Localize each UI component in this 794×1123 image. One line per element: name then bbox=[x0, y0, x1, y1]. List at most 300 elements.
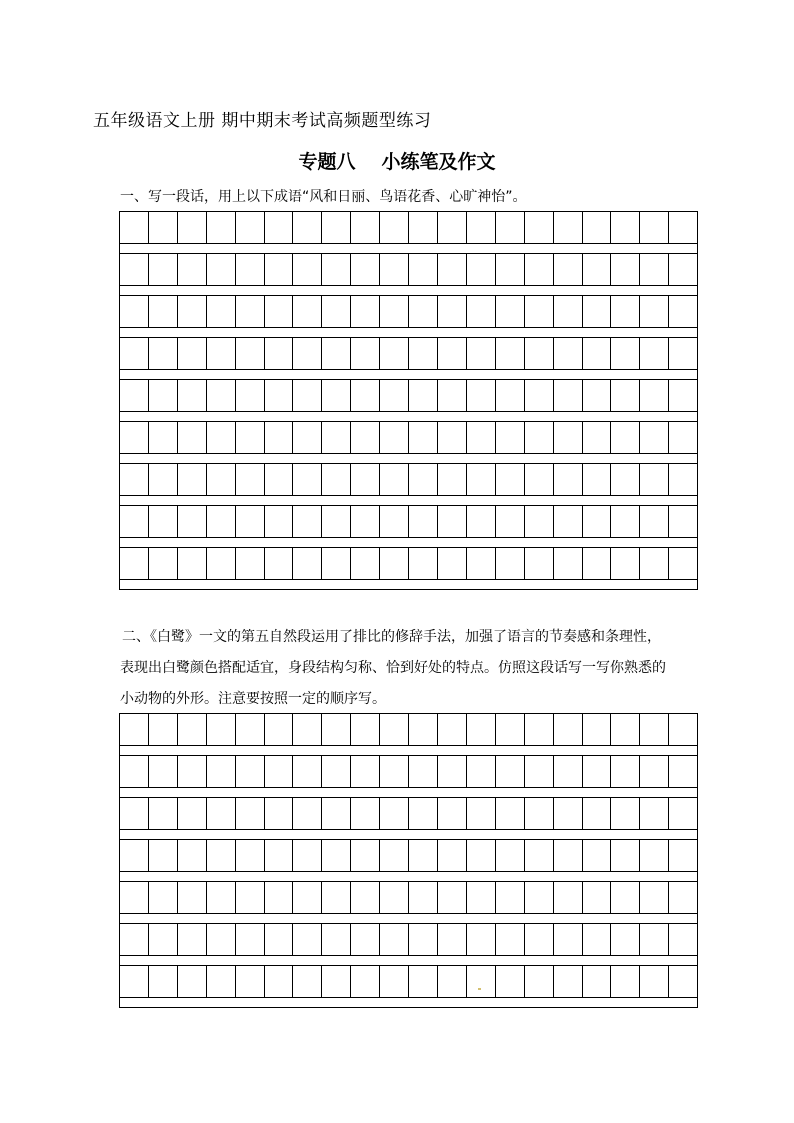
grid-cell[interactable] bbox=[322, 548, 351, 579]
grid-cell[interactable] bbox=[583, 966, 612, 997]
grid-cell[interactable] bbox=[467, 798, 496, 829]
grid-cell[interactable] bbox=[611, 756, 640, 787]
grid-cell[interactable] bbox=[351, 882, 380, 913]
grid-cell[interactable] bbox=[583, 840, 612, 871]
grid-cell[interactable] bbox=[496, 924, 525, 955]
grid-cell[interactable] bbox=[236, 756, 265, 787]
grid-cell[interactable] bbox=[409, 212, 438, 243]
grid-cell[interactable] bbox=[525, 924, 554, 955]
grid-cell[interactable] bbox=[380, 380, 409, 411]
grid-cell[interactable] bbox=[669, 506, 697, 537]
grid-cell[interactable] bbox=[207, 254, 236, 285]
grid-cell[interactable] bbox=[611, 464, 640, 495]
grid-cell[interactable] bbox=[669, 380, 697, 411]
grid-cell[interactable] bbox=[467, 380, 496, 411]
grid-cell[interactable] bbox=[380, 882, 409, 913]
grid-cell[interactable] bbox=[265, 798, 294, 829]
grid-cell[interactable] bbox=[236, 506, 265, 537]
grid-cell[interactable] bbox=[525, 296, 554, 327]
grid-cell[interactable] bbox=[611, 422, 640, 453]
grid-cell[interactable] bbox=[409, 506, 438, 537]
grid-cell[interactable] bbox=[120, 548, 149, 579]
grid-cell[interactable] bbox=[554, 422, 583, 453]
grid-cell[interactable] bbox=[409, 966, 438, 997]
grid-cell[interactable] bbox=[438, 296, 467, 327]
grid-cell[interactable] bbox=[554, 966, 583, 997]
grid-cell[interactable] bbox=[265, 882, 294, 913]
grid-cell[interactable] bbox=[583, 254, 612, 285]
grid-cell[interactable] bbox=[525, 714, 554, 745]
grid-cell[interactable] bbox=[583, 380, 612, 411]
grid-cell[interactable] bbox=[207, 422, 236, 453]
grid-cell[interactable] bbox=[178, 212, 207, 243]
grid-cell[interactable] bbox=[554, 798, 583, 829]
grid-cell[interactable] bbox=[611, 380, 640, 411]
writing-grid-1[interactable] bbox=[119, 211, 698, 590]
grid-cell[interactable] bbox=[669, 212, 697, 243]
grid-cell[interactable] bbox=[207, 506, 236, 537]
grid-cell[interactable] bbox=[409, 714, 438, 745]
grid-cell[interactable] bbox=[611, 882, 640, 913]
grid-cell[interactable] bbox=[120, 338, 149, 369]
grid-cell[interactable] bbox=[409, 422, 438, 453]
grid-cell[interactable] bbox=[438, 254, 467, 285]
grid-cell[interactable] bbox=[236, 212, 265, 243]
grid-cell[interactable] bbox=[178, 548, 207, 579]
grid-cell[interactable] bbox=[496, 254, 525, 285]
grid-cell[interactable] bbox=[149, 254, 178, 285]
grid-cell[interactable] bbox=[669, 798, 697, 829]
grid-cell[interactable] bbox=[380, 798, 409, 829]
grid-cell[interactable] bbox=[351, 756, 380, 787]
grid-cell[interactable] bbox=[120, 506, 149, 537]
grid-cell[interactable] bbox=[438, 714, 467, 745]
grid-cell[interactable] bbox=[236, 296, 265, 327]
grid-cell[interactable] bbox=[640, 212, 669, 243]
grid-cell[interactable] bbox=[525, 380, 554, 411]
grid-cell[interactable] bbox=[640, 380, 669, 411]
grid-cell[interactable] bbox=[640, 882, 669, 913]
grid-cell[interactable] bbox=[583, 464, 612, 495]
grid-cell[interactable] bbox=[380, 212, 409, 243]
grid-cell[interactable] bbox=[409, 296, 438, 327]
grid-cell[interactable] bbox=[236, 464, 265, 495]
grid-cell[interactable] bbox=[149, 756, 178, 787]
grid-cell[interactable] bbox=[554, 506, 583, 537]
grid-cell[interactable] bbox=[293, 798, 322, 829]
grid-cell[interactable] bbox=[409, 380, 438, 411]
grid-cell[interactable] bbox=[525, 840, 554, 871]
grid-cell[interactable] bbox=[236, 254, 265, 285]
grid-cell[interactable] bbox=[351, 840, 380, 871]
grid-cell[interactable] bbox=[438, 924, 467, 955]
grid-cell[interactable] bbox=[438, 464, 467, 495]
grid-cell[interactable] bbox=[149, 338, 178, 369]
grid-cell[interactable] bbox=[640, 464, 669, 495]
grid-cell[interactable] bbox=[380, 338, 409, 369]
grid-cell[interactable] bbox=[467, 714, 496, 745]
grid-cell[interactable] bbox=[467, 756, 496, 787]
grid-cell[interactable] bbox=[409, 464, 438, 495]
grid-cell[interactable] bbox=[669, 296, 697, 327]
grid-cell[interactable] bbox=[583, 714, 612, 745]
grid-cell[interactable] bbox=[265, 966, 294, 997]
grid-cell[interactable] bbox=[467, 840, 496, 871]
grid-cell[interactable] bbox=[380, 548, 409, 579]
grid-cell[interactable] bbox=[583, 422, 612, 453]
grid-cell[interactable] bbox=[669, 840, 697, 871]
grid-cell[interactable] bbox=[669, 966, 697, 997]
grid-cell[interactable] bbox=[207, 380, 236, 411]
grid-cell[interactable] bbox=[207, 296, 236, 327]
grid-cell[interactable] bbox=[611, 212, 640, 243]
grid-cell[interactable] bbox=[583, 548, 612, 579]
grid-cell[interactable] bbox=[640, 254, 669, 285]
grid-cell[interactable] bbox=[351, 548, 380, 579]
grid-cell[interactable] bbox=[120, 296, 149, 327]
grid-cell[interactable] bbox=[640, 422, 669, 453]
grid-cell[interactable] bbox=[149, 548, 178, 579]
grid-cell[interactable] bbox=[120, 924, 149, 955]
grid-cell[interactable] bbox=[351, 924, 380, 955]
grid-cell[interactable] bbox=[351, 212, 380, 243]
grid-cell[interactable] bbox=[351, 464, 380, 495]
grid-cell[interactable] bbox=[178, 254, 207, 285]
grid-cell[interactable] bbox=[322, 380, 351, 411]
grid-cell[interactable] bbox=[236, 338, 265, 369]
grid-cell[interactable] bbox=[265, 840, 294, 871]
grid-cell[interactable] bbox=[149, 840, 178, 871]
grid-cell[interactable] bbox=[438, 966, 467, 997]
grid-cell[interactable] bbox=[380, 966, 409, 997]
grid-cell[interactable] bbox=[496, 548, 525, 579]
grid-cell[interactable] bbox=[409, 254, 438, 285]
grid-cell[interactable] bbox=[236, 966, 265, 997]
grid-cell[interactable] bbox=[438, 882, 467, 913]
grid-cell[interactable] bbox=[120, 840, 149, 871]
grid-cell[interactable] bbox=[293, 924, 322, 955]
grid-cell[interactable] bbox=[611, 714, 640, 745]
grid-cell[interactable] bbox=[583, 882, 612, 913]
grid-cell[interactable] bbox=[611, 254, 640, 285]
grid-cell[interactable] bbox=[149, 464, 178, 495]
grid-cell[interactable] bbox=[149, 506, 178, 537]
grid-cell[interactable] bbox=[265, 506, 294, 537]
grid-cell[interactable] bbox=[467, 212, 496, 243]
grid-cell[interactable] bbox=[409, 756, 438, 787]
grid-cell[interactable] bbox=[409, 924, 438, 955]
grid-cell[interactable] bbox=[525, 756, 554, 787]
grid-cell[interactable] bbox=[640, 506, 669, 537]
grid-cell[interactable] bbox=[120, 422, 149, 453]
grid-cell[interactable] bbox=[207, 464, 236, 495]
grid-cell[interactable] bbox=[496, 212, 525, 243]
grid-cell[interactable] bbox=[554, 212, 583, 243]
grid-cell[interactable] bbox=[149, 296, 178, 327]
grid-cell[interactable] bbox=[351, 380, 380, 411]
grid-cell[interactable] bbox=[293, 882, 322, 913]
grid-cell[interactable] bbox=[322, 924, 351, 955]
grid-cell[interactable] bbox=[380, 924, 409, 955]
grid-cell[interactable] bbox=[322, 422, 351, 453]
grid-cell[interactable] bbox=[236, 422, 265, 453]
grid-cell[interactable] bbox=[669, 464, 697, 495]
grid-cell[interactable] bbox=[496, 296, 525, 327]
grid-cell[interactable] bbox=[322, 296, 351, 327]
grid-cell[interactable] bbox=[265, 380, 294, 411]
grid-cell[interactable] bbox=[583, 798, 612, 829]
grid-cell[interactable] bbox=[178, 798, 207, 829]
grid-cell[interactable] bbox=[207, 548, 236, 579]
grid-cell[interactable] bbox=[149, 924, 178, 955]
grid-cell[interactable] bbox=[583, 338, 612, 369]
grid-cell[interactable] bbox=[293, 966, 322, 997]
grid-cell[interactable] bbox=[293, 212, 322, 243]
grid-cell[interactable] bbox=[525, 422, 554, 453]
grid-cell[interactable] bbox=[640, 548, 669, 579]
grid-cell[interactable] bbox=[322, 338, 351, 369]
grid-cell[interactable] bbox=[583, 756, 612, 787]
grid-cell[interactable] bbox=[351, 254, 380, 285]
grid-cell[interactable] bbox=[525, 254, 554, 285]
grid-cell[interactable] bbox=[236, 840, 265, 871]
grid-cell[interactable] bbox=[380, 254, 409, 285]
grid-cell[interactable] bbox=[236, 882, 265, 913]
grid-cell[interactable] bbox=[438, 506, 467, 537]
grid-cell[interactable] bbox=[409, 882, 438, 913]
grid-cell[interactable] bbox=[467, 464, 496, 495]
grid-cell[interactable] bbox=[178, 422, 207, 453]
grid-cell[interactable] bbox=[496, 966, 525, 997]
grid-cell[interactable] bbox=[236, 548, 265, 579]
grid-cell[interactable] bbox=[467, 254, 496, 285]
grid-cell[interactable] bbox=[409, 798, 438, 829]
grid-cell[interactable] bbox=[236, 798, 265, 829]
grid-cell[interactable] bbox=[669, 548, 697, 579]
grid-cell[interactable] bbox=[351, 714, 380, 745]
grid-cell[interactable] bbox=[207, 966, 236, 997]
grid-cell[interactable] bbox=[611, 296, 640, 327]
grid-cell[interactable] bbox=[265, 548, 294, 579]
grid-cell[interactable] bbox=[640, 296, 669, 327]
grid-cell[interactable] bbox=[178, 756, 207, 787]
grid-cell[interactable] bbox=[207, 756, 236, 787]
grid-cell[interactable] bbox=[554, 548, 583, 579]
grid-cell[interactable] bbox=[611, 966, 640, 997]
grid-cell[interactable] bbox=[380, 464, 409, 495]
grid-cell[interactable] bbox=[178, 966, 207, 997]
grid-cell[interactable] bbox=[640, 966, 669, 997]
grid-cell[interactable] bbox=[236, 714, 265, 745]
grid-cell[interactable] bbox=[293, 548, 322, 579]
grid-cell[interactable] bbox=[611, 548, 640, 579]
grid-cell[interactable] bbox=[236, 924, 265, 955]
grid-cell[interactable] bbox=[149, 714, 178, 745]
grid-cell[interactable] bbox=[293, 714, 322, 745]
grid-cell[interactable] bbox=[207, 840, 236, 871]
grid-cell[interactable] bbox=[322, 212, 351, 243]
grid-cell[interactable] bbox=[467, 966, 496, 997]
grid-cell[interactable] bbox=[525, 798, 554, 829]
grid-cell[interactable] bbox=[149, 798, 178, 829]
grid-cell[interactable] bbox=[265, 296, 294, 327]
grid-cell[interactable] bbox=[438, 212, 467, 243]
grid-cell[interactable] bbox=[120, 882, 149, 913]
grid-cell[interactable] bbox=[178, 464, 207, 495]
grid-cell[interactable] bbox=[525, 882, 554, 913]
grid-cell[interactable] bbox=[380, 422, 409, 453]
grid-cell[interactable] bbox=[669, 422, 697, 453]
grid-cell[interactable] bbox=[293, 338, 322, 369]
grid-cell[interactable] bbox=[149, 380, 178, 411]
grid-cell[interactable] bbox=[438, 840, 467, 871]
grid-cell[interactable] bbox=[438, 756, 467, 787]
grid-cell[interactable] bbox=[178, 380, 207, 411]
grid-cell[interactable] bbox=[496, 506, 525, 537]
grid-cell[interactable] bbox=[409, 840, 438, 871]
grid-cell[interactable] bbox=[120, 212, 149, 243]
grid-cell[interactable] bbox=[207, 798, 236, 829]
grid-cell[interactable] bbox=[438, 422, 467, 453]
grid-cell[interactable] bbox=[120, 714, 149, 745]
grid-cell[interactable] bbox=[496, 798, 525, 829]
writing-grid-2[interactable] bbox=[119, 713, 698, 1008]
grid-cell[interactable] bbox=[554, 756, 583, 787]
grid-cell[interactable] bbox=[265, 714, 294, 745]
grid-cell[interactable] bbox=[640, 840, 669, 871]
grid-cell[interactable] bbox=[554, 924, 583, 955]
grid-cell[interactable] bbox=[525, 506, 554, 537]
grid-cell[interactable] bbox=[265, 212, 294, 243]
grid-cell[interactable] bbox=[178, 338, 207, 369]
grid-cell[interactable] bbox=[207, 212, 236, 243]
grid-cell[interactable] bbox=[496, 714, 525, 745]
grid-cell[interactable] bbox=[380, 296, 409, 327]
grid-cell[interactable] bbox=[554, 840, 583, 871]
grid-cell[interactable] bbox=[583, 296, 612, 327]
grid-cell[interactable] bbox=[467, 422, 496, 453]
grid-cell[interactable] bbox=[525, 548, 554, 579]
grid-cell[interactable] bbox=[120, 966, 149, 997]
grid-cell[interactable] bbox=[669, 756, 697, 787]
grid-cell[interactable] bbox=[293, 464, 322, 495]
grid-cell[interactable] bbox=[467, 882, 496, 913]
grid-cell[interactable] bbox=[293, 422, 322, 453]
grid-cell[interactable] bbox=[380, 506, 409, 537]
grid-cell[interactable] bbox=[496, 882, 525, 913]
grid-cell[interactable] bbox=[583, 212, 612, 243]
grid-cell[interactable] bbox=[438, 380, 467, 411]
grid-cell[interactable] bbox=[351, 506, 380, 537]
grid-cell[interactable] bbox=[207, 338, 236, 369]
grid-cell[interactable] bbox=[178, 714, 207, 745]
grid-cell[interactable] bbox=[265, 422, 294, 453]
grid-cell[interactable] bbox=[554, 380, 583, 411]
grid-cell[interactable] bbox=[149, 212, 178, 243]
grid-cell[interactable] bbox=[525, 464, 554, 495]
grid-cell[interactable] bbox=[640, 756, 669, 787]
grid-cell[interactable] bbox=[583, 924, 612, 955]
grid-cell[interactable] bbox=[611, 798, 640, 829]
grid-cell[interactable] bbox=[525, 966, 554, 997]
grid-cell[interactable] bbox=[322, 798, 351, 829]
grid-cell[interactable] bbox=[178, 882, 207, 913]
grid-cell[interactable] bbox=[496, 840, 525, 871]
grid-cell[interactable] bbox=[554, 254, 583, 285]
grid-cell[interactable] bbox=[496, 380, 525, 411]
grid-cell[interactable] bbox=[438, 798, 467, 829]
grid-cell[interactable] bbox=[611, 338, 640, 369]
grid-cell[interactable] bbox=[496, 756, 525, 787]
grid-cell[interactable] bbox=[293, 840, 322, 871]
grid-cell[interactable] bbox=[293, 380, 322, 411]
grid-cell[interactable] bbox=[525, 212, 554, 243]
grid-cell[interactable] bbox=[467, 338, 496, 369]
grid-cell[interactable] bbox=[120, 380, 149, 411]
grid-cell[interactable] bbox=[120, 254, 149, 285]
grid-cell[interactable] bbox=[351, 338, 380, 369]
grid-cell[interactable] bbox=[207, 714, 236, 745]
grid-cell[interactable] bbox=[322, 254, 351, 285]
grid-cell[interactable] bbox=[293, 756, 322, 787]
grid-cell[interactable] bbox=[669, 882, 697, 913]
grid-cell[interactable] bbox=[611, 840, 640, 871]
grid-cell[interactable] bbox=[120, 756, 149, 787]
grid-cell[interactable] bbox=[380, 756, 409, 787]
grid-cell[interactable] bbox=[554, 464, 583, 495]
grid-cell[interactable] bbox=[351, 422, 380, 453]
grid-cell[interactable] bbox=[178, 840, 207, 871]
grid-cell[interactable] bbox=[293, 506, 322, 537]
grid-cell[interactable] bbox=[380, 840, 409, 871]
grid-cell[interactable] bbox=[438, 548, 467, 579]
grid-cell[interactable] bbox=[120, 464, 149, 495]
grid-cell[interactable] bbox=[322, 840, 351, 871]
grid-cell[interactable] bbox=[409, 548, 438, 579]
grid-cell[interactable] bbox=[265, 254, 294, 285]
grid-cell[interactable] bbox=[322, 756, 351, 787]
grid-cell[interactable] bbox=[178, 506, 207, 537]
grid-cell[interactable] bbox=[640, 714, 669, 745]
grid-cell[interactable] bbox=[322, 882, 351, 913]
grid-cell[interactable] bbox=[554, 714, 583, 745]
grid-cell[interactable] bbox=[120, 798, 149, 829]
grid-cell[interactable] bbox=[265, 924, 294, 955]
grid-cell[interactable] bbox=[178, 924, 207, 955]
grid-cell[interactable] bbox=[467, 548, 496, 579]
grid-cell[interactable] bbox=[149, 422, 178, 453]
grid-cell[interactable] bbox=[554, 338, 583, 369]
grid-cell[interactable] bbox=[669, 338, 697, 369]
grid-cell[interactable] bbox=[178, 296, 207, 327]
grid-cell[interactable] bbox=[640, 924, 669, 955]
grid-cell[interactable] bbox=[554, 882, 583, 913]
grid-cell[interactable] bbox=[265, 338, 294, 369]
grid-cell[interactable] bbox=[669, 924, 697, 955]
grid-cell[interactable] bbox=[669, 714, 697, 745]
grid-cell[interactable] bbox=[496, 422, 525, 453]
grid-cell[interactable] bbox=[149, 882, 178, 913]
grid-cell[interactable] bbox=[409, 338, 438, 369]
grid-cell[interactable] bbox=[467, 506, 496, 537]
grid-cell[interactable] bbox=[467, 296, 496, 327]
grid-cell[interactable] bbox=[322, 464, 351, 495]
grid-cell[interactable] bbox=[496, 338, 525, 369]
grid-cell[interactable] bbox=[554, 296, 583, 327]
grid-cell[interactable] bbox=[640, 338, 669, 369]
grid-cell[interactable] bbox=[640, 798, 669, 829]
grid-cell[interactable] bbox=[611, 506, 640, 537]
